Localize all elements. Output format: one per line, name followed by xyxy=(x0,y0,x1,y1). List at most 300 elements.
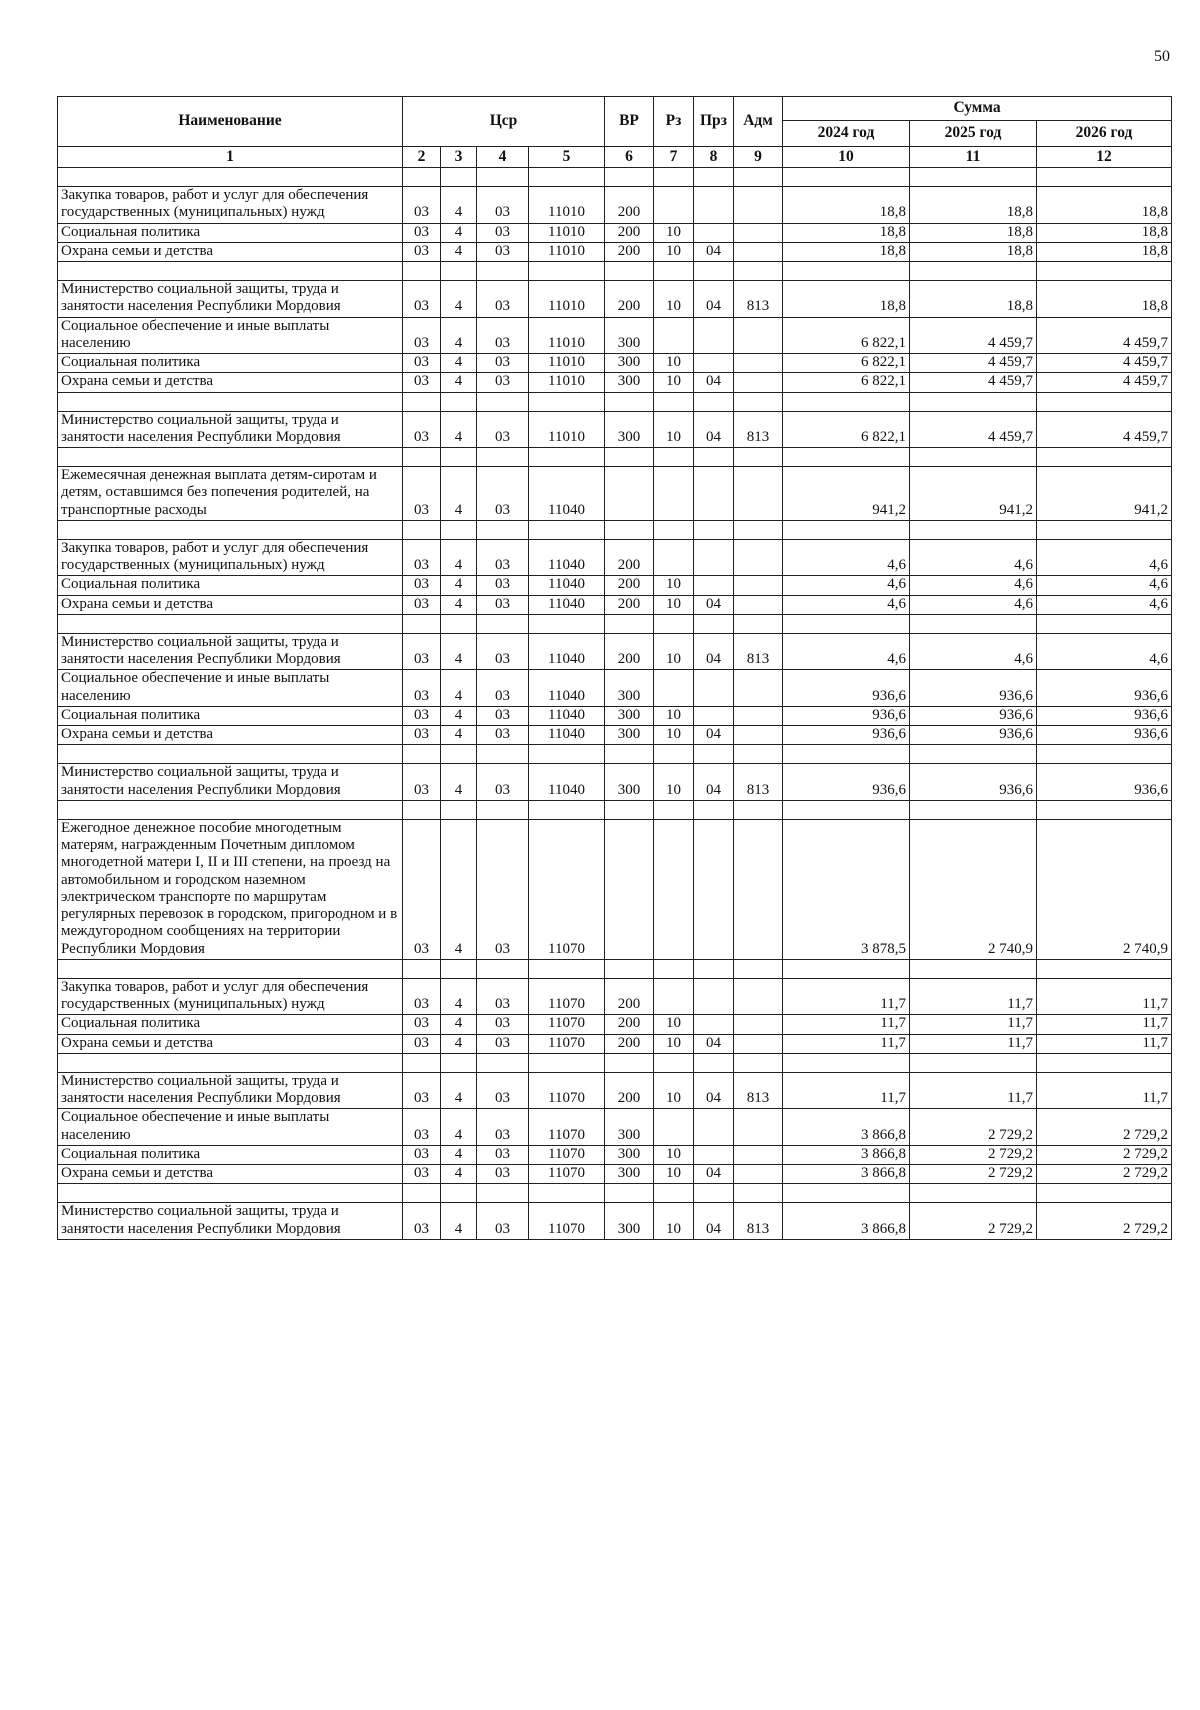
row-csr-part-3: 03 xyxy=(477,1015,529,1034)
row-rz: 10 xyxy=(654,764,694,801)
empty-cell xyxy=(783,520,910,539)
row-vr: 300 xyxy=(605,706,654,725)
row-csr-part-2: 4 xyxy=(441,726,477,745)
row-sum-2025: 4,6 xyxy=(910,576,1037,595)
row-vr: 200 xyxy=(605,978,654,1015)
row-csr-part-1: 03 xyxy=(403,411,441,448)
row-vr: 200 xyxy=(605,242,654,261)
empty-cell xyxy=(441,520,477,539)
row-rz: 10 xyxy=(654,281,694,318)
row-csr-part-2: 4 xyxy=(441,354,477,373)
row-sum-2024: 6 822,1 xyxy=(783,317,910,354)
empty-cell xyxy=(605,392,654,411)
row-csr-part-4: 11010 xyxy=(529,354,605,373)
empty-cell xyxy=(529,262,605,281)
table-row xyxy=(58,539,1172,576)
row-sum-2024: 936,6 xyxy=(783,764,910,801)
column-number: 4 xyxy=(477,147,529,168)
empty-cell xyxy=(441,1184,477,1203)
empty-cell xyxy=(403,520,441,539)
empty-cell xyxy=(654,520,694,539)
table-row xyxy=(58,633,1172,670)
empty-cell xyxy=(694,1053,734,1072)
row-adm xyxy=(734,1109,783,1146)
row-name: Охрана семьи и детства xyxy=(58,242,403,261)
empty-cell xyxy=(441,745,477,764)
empty-cell xyxy=(58,448,403,467)
row-csr-part-2: 4 xyxy=(441,187,477,224)
row-prz: 04 xyxy=(694,595,734,614)
row-vr: 200 xyxy=(605,633,654,670)
row-adm xyxy=(734,819,783,959)
row-prz xyxy=(694,1145,734,1164)
table-row xyxy=(58,1034,1172,1053)
row-sum-2026: 4,6 xyxy=(1037,633,1172,670)
row-sum-2024: 4,6 xyxy=(783,595,910,614)
row-csr-part-3: 03 xyxy=(477,281,529,318)
table-row xyxy=(58,1072,1172,1109)
row-sum-2025: 2 729,2 xyxy=(910,1203,1037,1240)
empty-cell xyxy=(783,745,910,764)
row-vr: 300 xyxy=(605,373,654,392)
row-csr-part-1: 03 xyxy=(403,1145,441,1164)
row-csr-part-3: 03 xyxy=(477,819,529,959)
row-csr-part-2: 4 xyxy=(441,764,477,801)
row-sum-2024: 3 866,8 xyxy=(783,1109,910,1146)
column-number: 10 xyxy=(783,147,910,168)
row-rz xyxy=(654,819,694,959)
row-sum-2026: 4 459,7 xyxy=(1037,354,1172,373)
row-csr-part-4: 11070 xyxy=(529,1034,605,1053)
row-sum-2026: 11,7 xyxy=(1037,1015,1172,1034)
empty-cell xyxy=(783,448,910,467)
row-name: Министерство социальной защиты, труда и занятости населения Республики Мордовия xyxy=(58,411,403,448)
row-prz xyxy=(694,223,734,242)
empty-cell xyxy=(477,168,529,187)
empty-cell xyxy=(694,614,734,633)
spacer-row xyxy=(58,448,1172,467)
row-csr-part-2: 4 xyxy=(441,1203,477,1240)
column-number: 5 xyxy=(529,147,605,168)
row-csr-part-4: 11010 xyxy=(529,281,605,318)
row-csr-part-3: 03 xyxy=(477,633,529,670)
row-rz: 10 xyxy=(654,223,694,242)
row-sum-2024: 18,8 xyxy=(783,242,910,261)
empty-cell xyxy=(477,614,529,633)
empty-cell xyxy=(58,614,403,633)
empty-cell xyxy=(529,614,605,633)
row-sum-2025: 4 459,7 xyxy=(910,354,1037,373)
row-csr-part-2: 4 xyxy=(441,576,477,595)
empty-cell xyxy=(529,392,605,411)
row-name: Министерство социальной защиты, труда и занятости населения Республики Мордовия xyxy=(58,764,403,801)
row-prz xyxy=(694,706,734,725)
row-sum-2024: 3 878,5 xyxy=(783,819,910,959)
row-adm: 813 xyxy=(734,281,783,318)
row-csr-part-4: 11070 xyxy=(529,1109,605,1146)
column-number: 1 xyxy=(58,147,403,168)
row-csr-part-4: 11070 xyxy=(529,1203,605,1240)
row-name: Социальная политика xyxy=(58,354,403,373)
row-sum-2026: 2 740,9 xyxy=(1037,819,1172,959)
row-vr: 200 xyxy=(605,281,654,318)
row-csr-part-4: 11010 xyxy=(529,317,605,354)
row-csr-part-4: 11010 xyxy=(529,242,605,261)
empty-cell xyxy=(605,1184,654,1203)
row-name: Ежегодное денежное пособие многодетным матерям, награжденным Почетным дипломом многодетной матери I, II и III степени, на проезд на автомобильном и городском наземном электрическом транспорте по маршрутам регулярных перевозок в городском, пригородном и в междугородном сообщениях на территории Республики Мордовия xyxy=(58,819,403,959)
row-sum-2024: 941,2 xyxy=(783,467,910,521)
empty-cell xyxy=(605,614,654,633)
row-csr-part-2: 4 xyxy=(441,411,477,448)
row-csr-part-1: 03 xyxy=(403,978,441,1015)
empty-cell xyxy=(694,959,734,978)
spacer-row xyxy=(58,614,1172,633)
empty-cell xyxy=(654,614,694,633)
empty-cell xyxy=(477,1053,529,1072)
row-sum-2025: 4 459,7 xyxy=(910,317,1037,354)
header-sum: Сумма xyxy=(783,97,1172,121)
row-sum-2024: 4,6 xyxy=(783,576,910,595)
empty-cell xyxy=(58,392,403,411)
row-prz: 04 xyxy=(694,411,734,448)
table-header xyxy=(58,97,1172,168)
row-rz xyxy=(654,1109,694,1146)
row-adm xyxy=(734,706,783,725)
empty-cell xyxy=(403,745,441,764)
row-rz: 10 xyxy=(654,576,694,595)
row-rz xyxy=(654,187,694,224)
empty-cell xyxy=(783,614,910,633)
row-csr-part-2: 4 xyxy=(441,223,477,242)
row-vr: 300 xyxy=(605,317,654,354)
row-vr: 200 xyxy=(605,1072,654,1109)
page-number: 50 xyxy=(1154,48,1170,65)
empty-cell xyxy=(403,1053,441,1072)
row-csr-part-1: 03 xyxy=(403,354,441,373)
empty-cell xyxy=(58,520,403,539)
row-vr: 200 xyxy=(605,223,654,242)
row-csr-part-1: 03 xyxy=(403,1015,441,1034)
spacer-row xyxy=(58,392,1172,411)
row-sum-2026: 18,8 xyxy=(1037,187,1172,224)
empty-cell xyxy=(654,959,694,978)
row-vr: 200 xyxy=(605,539,654,576)
row-sum-2025: 4,6 xyxy=(910,539,1037,576)
table-row xyxy=(58,467,1172,521)
empty-cell xyxy=(441,262,477,281)
row-csr-part-4: 11070 xyxy=(529,1072,605,1109)
row-name: Социальная политика xyxy=(58,1145,403,1164)
empty-cell xyxy=(694,448,734,467)
empty-cell xyxy=(605,800,654,819)
row-rz: 10 xyxy=(654,411,694,448)
table-row xyxy=(58,1015,1172,1034)
empty-cell xyxy=(58,959,403,978)
row-csr-part-3: 03 xyxy=(477,1203,529,1240)
row-prz: 04 xyxy=(694,1034,734,1053)
row-csr-part-3: 03 xyxy=(477,373,529,392)
row-rz: 10 xyxy=(654,1034,694,1053)
spacer-row xyxy=(58,520,1172,539)
empty-cell xyxy=(910,1053,1037,1072)
row-name: Охрана семьи и детства xyxy=(58,1165,403,1184)
row-adm xyxy=(734,1165,783,1184)
row-prz xyxy=(694,1015,734,1034)
row-prz xyxy=(694,576,734,595)
empty-cell xyxy=(529,520,605,539)
row-prz: 04 xyxy=(694,373,734,392)
row-rz: 10 xyxy=(654,595,694,614)
row-vr: 200 xyxy=(605,1015,654,1034)
header-rz: Рз xyxy=(654,97,694,147)
empty-cell xyxy=(910,614,1037,633)
row-sum-2024: 6 822,1 xyxy=(783,411,910,448)
empty-cell xyxy=(734,392,783,411)
row-adm xyxy=(734,539,783,576)
empty-cell xyxy=(910,959,1037,978)
empty-cell xyxy=(403,262,441,281)
empty-cell xyxy=(1037,614,1172,633)
empty-cell xyxy=(783,1184,910,1203)
row-csr-part-1: 03 xyxy=(403,539,441,576)
row-csr-part-3: 03 xyxy=(477,670,529,707)
empty-cell xyxy=(605,745,654,764)
row-rz: 10 xyxy=(654,1015,694,1034)
row-name: Министерство социальной защиты, труда и занятости населения Республики Мордовия xyxy=(58,1072,403,1109)
row-sum-2024: 11,7 xyxy=(783,1015,910,1034)
row-csr-part-1: 03 xyxy=(403,633,441,670)
row-csr-part-3: 03 xyxy=(477,764,529,801)
empty-cell xyxy=(734,959,783,978)
empty-cell xyxy=(529,800,605,819)
empty-cell xyxy=(403,800,441,819)
row-rz: 10 xyxy=(654,1165,694,1184)
empty-cell xyxy=(783,959,910,978)
empty-cell xyxy=(1037,168,1172,187)
row-sum-2026: 2 729,2 xyxy=(1037,1145,1172,1164)
row-prz xyxy=(694,354,734,373)
row-csr-part-4: 11040 xyxy=(529,595,605,614)
row-sum-2024: 4,6 xyxy=(783,633,910,670)
table-body xyxy=(58,168,1172,1240)
row-adm xyxy=(734,242,783,261)
row-prz: 04 xyxy=(694,633,734,670)
row-rz: 10 xyxy=(654,633,694,670)
header-adm: Адм xyxy=(734,97,783,147)
row-prz xyxy=(694,1109,734,1146)
row-sum-2026: 4,6 xyxy=(1037,539,1172,576)
row-sum-2024: 3 866,8 xyxy=(783,1165,910,1184)
empty-cell xyxy=(477,745,529,764)
row-csr-part-1: 03 xyxy=(403,467,441,521)
row-sum-2025: 18,8 xyxy=(910,223,1037,242)
row-vr: 300 xyxy=(605,1203,654,1240)
table-row xyxy=(58,764,1172,801)
row-sum-2025: 4,6 xyxy=(910,595,1037,614)
empty-cell xyxy=(654,745,694,764)
empty-cell xyxy=(734,1184,783,1203)
row-prz: 04 xyxy=(694,1165,734,1184)
empty-cell xyxy=(477,800,529,819)
row-csr-part-3: 03 xyxy=(477,576,529,595)
empty-cell xyxy=(58,745,403,764)
table-row xyxy=(58,373,1172,392)
empty-cell xyxy=(694,1184,734,1203)
empty-cell xyxy=(734,168,783,187)
empty-cell xyxy=(477,262,529,281)
spacer-row xyxy=(58,168,1172,187)
empty-cell xyxy=(441,1053,477,1072)
row-prz: 04 xyxy=(694,764,734,801)
empty-cell xyxy=(734,800,783,819)
row-adm xyxy=(734,187,783,224)
row-sum-2025: 2 729,2 xyxy=(910,1165,1037,1184)
table-row xyxy=(58,1109,1172,1146)
row-sum-2024: 936,6 xyxy=(783,670,910,707)
row-csr-part-1: 03 xyxy=(403,764,441,801)
spacer-row xyxy=(58,262,1172,281)
empty-cell xyxy=(734,262,783,281)
empty-cell xyxy=(529,959,605,978)
row-prz: 04 xyxy=(694,242,734,261)
row-csr-part-1: 03 xyxy=(403,1165,441,1184)
budget-table xyxy=(57,96,1172,1240)
row-csr-part-4: 11070 xyxy=(529,1145,605,1164)
row-sum-2026: 936,6 xyxy=(1037,726,1172,745)
row-vr: 300 xyxy=(605,411,654,448)
row-rz xyxy=(654,467,694,521)
empty-cell xyxy=(783,262,910,281)
row-name: Охрана семьи и детства xyxy=(58,373,403,392)
row-vr: 300 xyxy=(605,1109,654,1146)
row-name: Социальная политика xyxy=(58,706,403,725)
row-adm xyxy=(734,1015,783,1034)
row-sum-2026: 2 729,2 xyxy=(1037,1109,1172,1146)
row-name: Социальная политика xyxy=(58,576,403,595)
empty-cell xyxy=(529,448,605,467)
row-sum-2024: 18,8 xyxy=(783,187,910,224)
row-vr: 300 xyxy=(605,1145,654,1164)
row-sum-2025: 18,8 xyxy=(910,187,1037,224)
row-csr-part-2: 4 xyxy=(441,1034,477,1053)
column-number: 12 xyxy=(1037,147,1172,168)
row-prz xyxy=(694,187,734,224)
row-adm xyxy=(734,373,783,392)
row-csr-part-2: 4 xyxy=(441,1015,477,1034)
empty-cell xyxy=(441,959,477,978)
row-csr-part-1: 03 xyxy=(403,1109,441,1146)
column-number: 8 xyxy=(694,147,734,168)
row-sum-2025: 18,8 xyxy=(910,242,1037,261)
table-row xyxy=(58,706,1172,725)
empty-cell xyxy=(783,392,910,411)
empty-cell xyxy=(1037,800,1172,819)
row-name: Министерство социальной защиты, труда и занятости населения Республики Мордовия xyxy=(58,281,403,318)
row-csr-part-1: 03 xyxy=(403,819,441,959)
row-adm xyxy=(734,726,783,745)
empty-cell xyxy=(694,168,734,187)
row-sum-2026: 11,7 xyxy=(1037,978,1172,1015)
row-sum-2024: 4,6 xyxy=(783,539,910,576)
row-sum-2025: 11,7 xyxy=(910,978,1037,1015)
row-prz xyxy=(694,317,734,354)
row-csr-part-1: 03 xyxy=(403,1034,441,1053)
row-csr-part-4: 11040 xyxy=(529,633,605,670)
row-name: Министерство социальной защиты, труда и занятости населения Республики Мордовия xyxy=(58,1203,403,1240)
row-csr-part-3: 03 xyxy=(477,706,529,725)
header-year-2026: 2026 год xyxy=(1037,121,1172,147)
row-adm xyxy=(734,595,783,614)
empty-cell xyxy=(654,392,694,411)
empty-cell xyxy=(441,448,477,467)
row-sum-2025: 936,6 xyxy=(910,726,1037,745)
row-name: Социальное обеспечение и иные выплаты населению xyxy=(58,670,403,707)
row-adm xyxy=(734,1034,783,1053)
row-csr-part-3: 03 xyxy=(477,1034,529,1053)
row-csr-part-1: 03 xyxy=(403,317,441,354)
empty-cell xyxy=(1037,1184,1172,1203)
row-name: Социальное обеспечение и иные выплаты населению xyxy=(58,317,403,354)
column-number: 11 xyxy=(910,147,1037,168)
row-csr-part-2: 4 xyxy=(441,819,477,959)
row-rz xyxy=(654,317,694,354)
row-name: Социальная политика xyxy=(58,223,403,242)
empty-cell xyxy=(1037,392,1172,411)
row-sum-2025: 11,7 xyxy=(910,1015,1037,1034)
table-row xyxy=(58,1165,1172,1184)
table-row xyxy=(58,223,1172,242)
row-sum-2024: 6 822,1 xyxy=(783,354,910,373)
row-rz: 10 xyxy=(654,1203,694,1240)
row-csr-part-1: 03 xyxy=(403,373,441,392)
row-vr: 300 xyxy=(605,354,654,373)
empty-cell xyxy=(477,448,529,467)
row-csr-part-1: 03 xyxy=(403,281,441,318)
header-prz: Прз xyxy=(694,97,734,147)
row-sum-2026: 18,8 xyxy=(1037,281,1172,318)
empty-cell xyxy=(1037,1053,1172,1072)
row-vr: 200 xyxy=(605,576,654,595)
table-row xyxy=(58,354,1172,373)
empty-cell xyxy=(734,520,783,539)
row-csr-part-2: 4 xyxy=(441,1145,477,1164)
header-csr: Цср xyxy=(403,97,605,147)
empty-cell xyxy=(654,800,694,819)
row-csr-part-2: 4 xyxy=(441,1072,477,1109)
empty-cell xyxy=(403,1184,441,1203)
row-csr-part-2: 4 xyxy=(441,706,477,725)
table-row xyxy=(58,187,1172,224)
table-row xyxy=(58,726,1172,745)
row-prz: 04 xyxy=(694,726,734,745)
row-csr-part-4: 11070 xyxy=(529,1015,605,1034)
row-adm: 813 xyxy=(734,633,783,670)
row-rz: 10 xyxy=(654,1145,694,1164)
row-csr-part-3: 03 xyxy=(477,978,529,1015)
row-csr-part-4: 11010 xyxy=(529,187,605,224)
column-number: 7 xyxy=(654,147,694,168)
row-csr-part-4: 11040 xyxy=(529,576,605,595)
row-sum-2025: 18,8 xyxy=(910,281,1037,318)
row-rz xyxy=(654,539,694,576)
row-name: Закупка товаров, работ и услуг для обеспечения государственных (муниципальных) нужд xyxy=(58,539,403,576)
row-rz: 10 xyxy=(654,706,694,725)
row-csr-part-2: 4 xyxy=(441,1165,477,1184)
row-sum-2025: 2 740,9 xyxy=(910,819,1037,959)
row-sum-2026: 11,7 xyxy=(1037,1034,1172,1053)
row-csr-part-3: 03 xyxy=(477,595,529,614)
empty-cell xyxy=(734,614,783,633)
